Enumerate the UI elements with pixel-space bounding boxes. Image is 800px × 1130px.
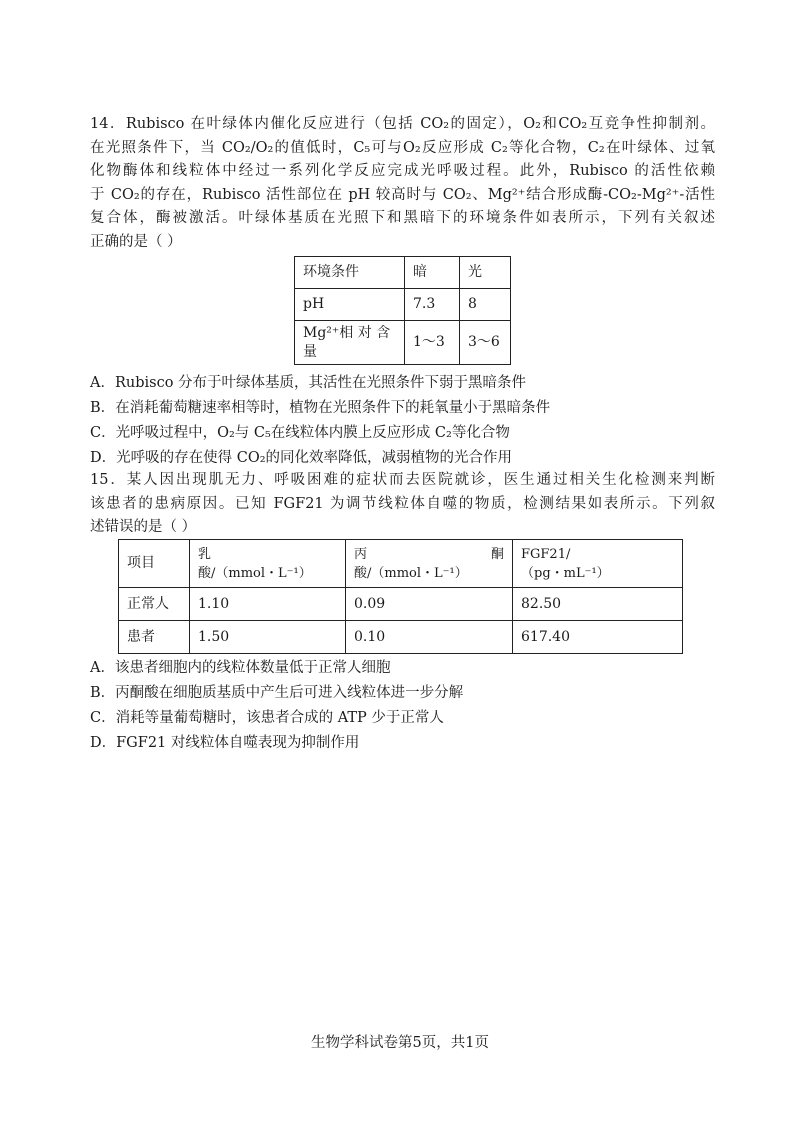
page-footer: 生物学科试卷第5页，共1页 xyxy=(311,1035,489,1051)
table-cell: 3～6 xyxy=(460,321,511,365)
table-header-cell xyxy=(346,540,513,588)
table-cell: pH xyxy=(295,289,405,321)
table-cell: 1～3 xyxy=(405,321,460,365)
table-cell: 617.40 xyxy=(513,621,683,654)
header-line: 酸/（mmol・L⁻¹） xyxy=(198,565,312,581)
table-cell: 患者 xyxy=(119,621,190,654)
table-cell: 1.50 xyxy=(190,621,346,654)
question-15-stem xyxy=(90,469,715,540)
header-line: 乳 xyxy=(198,546,212,562)
q14-line-1: 14．Rubisco 在叶绿体内催化反应进行（包括 CO₂的固定），O₂和CO₂互竞争性抑制剂。 xyxy=(90,116,715,132)
table-row xyxy=(295,321,511,365)
table-row xyxy=(119,621,683,654)
q14-option-b: B．在消耗葡萄糖速率相等时，植物在光照条件下的耗氧量小于黑暗条件 xyxy=(90,400,551,416)
q15-option-b: B．丙酮酸在细胞质基质中产生后可进入线粒体进一步分解 xyxy=(90,685,464,701)
q15-option-c: C．消耗等量葡萄糖时，该患者合成的 ATP 少于正常人 xyxy=(90,710,444,726)
header-line: 酸/（mmol・L⁻¹） xyxy=(354,565,468,581)
table-cell: 8 xyxy=(460,289,511,321)
q14-line-6: 正确的是（ ） xyxy=(90,233,182,250)
q14-option-c: C．光呼吸过程中，O₂与 C₅在线粒体内膜上反应形成 C₂等化合物 xyxy=(90,425,510,441)
q14-option-a: A．Rubisco 分布于叶绿体基质，其活性在光照条件下弱于黑暗条件 xyxy=(90,375,527,391)
q14-line-4: 于 CO₂的存在，Rubisco 活性部位在 pH 较高时与 CO₂、Mg²⁺结合形成酶-CO₂-Mg²⁺-活性 xyxy=(90,186,715,203)
q15-line-1: 15．某人因出现肌无力、呼吸困难的症状而去医院就诊，医生通过相关生化检测来判断 xyxy=(90,472,715,488)
q14-option-d: D．光呼吸的存在使得 CO₂的同化效率降低，减弱植物的光合作用 xyxy=(90,450,513,466)
q14-line-2: 在光照条件下，当 CO₂/O₂的值低时，C₅可与O₂反应形成 C₂等化合物，C₂在叶绿体、过氧 xyxy=(90,139,715,156)
q14-environment-table xyxy=(294,256,511,365)
q15-test-results-table xyxy=(118,539,683,654)
table-header-cell xyxy=(190,540,346,588)
q15-option-a: A．该患者细胞内的线粒体数量低于正常人细胞 xyxy=(90,660,391,676)
table-cell: 1.10 xyxy=(190,588,346,621)
table-cell: Mg²⁺相 对 含量 xyxy=(295,321,405,365)
table-header-cell: 项目 xyxy=(119,540,190,588)
table-row xyxy=(295,257,511,289)
table-cell: 0.10 xyxy=(346,621,513,654)
q14-line-3: 化物酶体和线粒体中经过一系列化学反应完成光呼吸过程。此外，Rubisco 的活性依赖 xyxy=(90,163,715,179)
header-line: （pg・mL⁻¹） xyxy=(521,565,610,581)
table-header-cell: 暗 xyxy=(405,257,460,289)
question-14-stem xyxy=(90,113,715,254)
q15-line-2: 该患者的患病原因。已知 FGF21 为调节线粒体自噬的物质，检测结果如表所示。下列叙 xyxy=(90,495,715,512)
table-row xyxy=(295,289,511,321)
table-header-cell: 光 xyxy=(460,257,511,289)
table-cell: 正常人 xyxy=(119,588,190,621)
q15-option-d: D．FGF21 对线粒体自噬表现为抑制作用 xyxy=(90,735,360,751)
table-header-cell xyxy=(513,540,683,588)
q14-line-5: 复合体，酶被激活。叶绿体基质在光照下和黑暗下的环境条件如表所示，下列有关叙述 xyxy=(90,210,715,226)
header-line xyxy=(354,545,504,564)
q15-line-3: 述错误的是（ ） xyxy=(90,519,197,535)
table-row xyxy=(119,588,683,621)
table-cell: 7.3 xyxy=(405,289,460,321)
table-row xyxy=(119,540,683,588)
header-line: FGF21/ xyxy=(521,546,571,562)
header-part: 丙 xyxy=(354,546,368,562)
header-part: 酮 xyxy=(490,546,504,562)
table-header-cell: 环境条件 xyxy=(295,257,405,289)
table-cell: 0.09 xyxy=(346,588,513,621)
table-cell: 82.50 xyxy=(513,588,683,621)
